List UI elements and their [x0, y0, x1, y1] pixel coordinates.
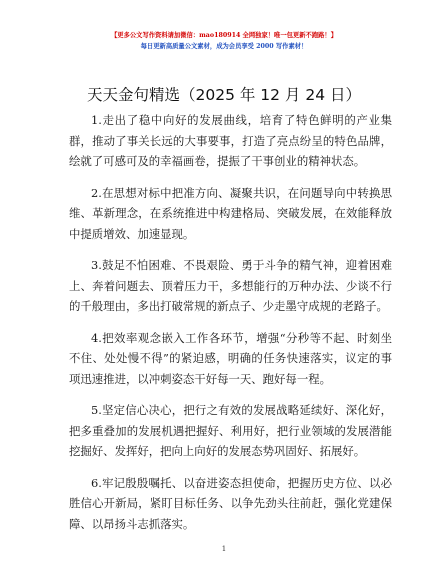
- paragraph-4: 4.把效率观念嵌入工作各环节，增强“分秒等不起、时刻坐不住、处处慢不得”的紧迫感，明确的任务快速落实，议定的事项迅速推进，以冲刺姿态干好每一天、跑好每一程。: [69, 330, 392, 386]
- promo-header-line-1: 【更多公文写作资料请加微信：mao180914 全网独家！唯一包更新不跑路！】: [110, 32, 338, 39]
- promo-header-line-2: 每日更新高质量公文素材，成为会员享受 2000 写作素材！: [140, 43, 308, 50]
- page-number: 1: [221, 545, 227, 553]
- paragraph-5: 5.坚定信心决心，把行之有效的发展战略延续好、深化好，把多重叠加的发展机遇把握好、利用好，把行业领域的发展潜能挖掘好、发挥好，把向上向好的发展态势巩固好、拓展好。: [69, 403, 392, 458]
- paragraph-6: 6.牢记殷殷嘱托、以奋进姿态担使命，把握历史方位、以必胜信心开新局，紧盯目标任务、以争先劲头往前赶，强化党建保障、以昂扬斗志抓落实。: [69, 475, 392, 531]
- document-body: [69, 110, 392, 545]
- paragraph-1: 1.走出了稳中向好的发展曲线，培育了特色鲜明的产业集群，推动了事关长远的大事要事，打造了亮点纷呈的特色品牌，绘就了可感可及的幸福画卷，提振了干事创业的精神状态。: [69, 113, 392, 168]
- paragraph-3: 3.鼓足不怕困难、不畏艰险、勇于斗争的精气神，迎着困难上、奔着问题去、顶着压力干，多想能行的万种办法、少谈不行的千般理由，多出打破常规的新点子、少走墨守成规的老路子。: [69, 258, 392, 313]
- document-title: 天天金句精选（2025 年 12 月 24 日）: [86, 86, 362, 104]
- paragraph-2: 2.在思想对标中把准方向、凝聚共识，在问题导向中转换思维、革新理念，在系统推进中构建格局、突破发展，在效能释放中提质增效、加速显现。: [69, 185, 392, 241]
